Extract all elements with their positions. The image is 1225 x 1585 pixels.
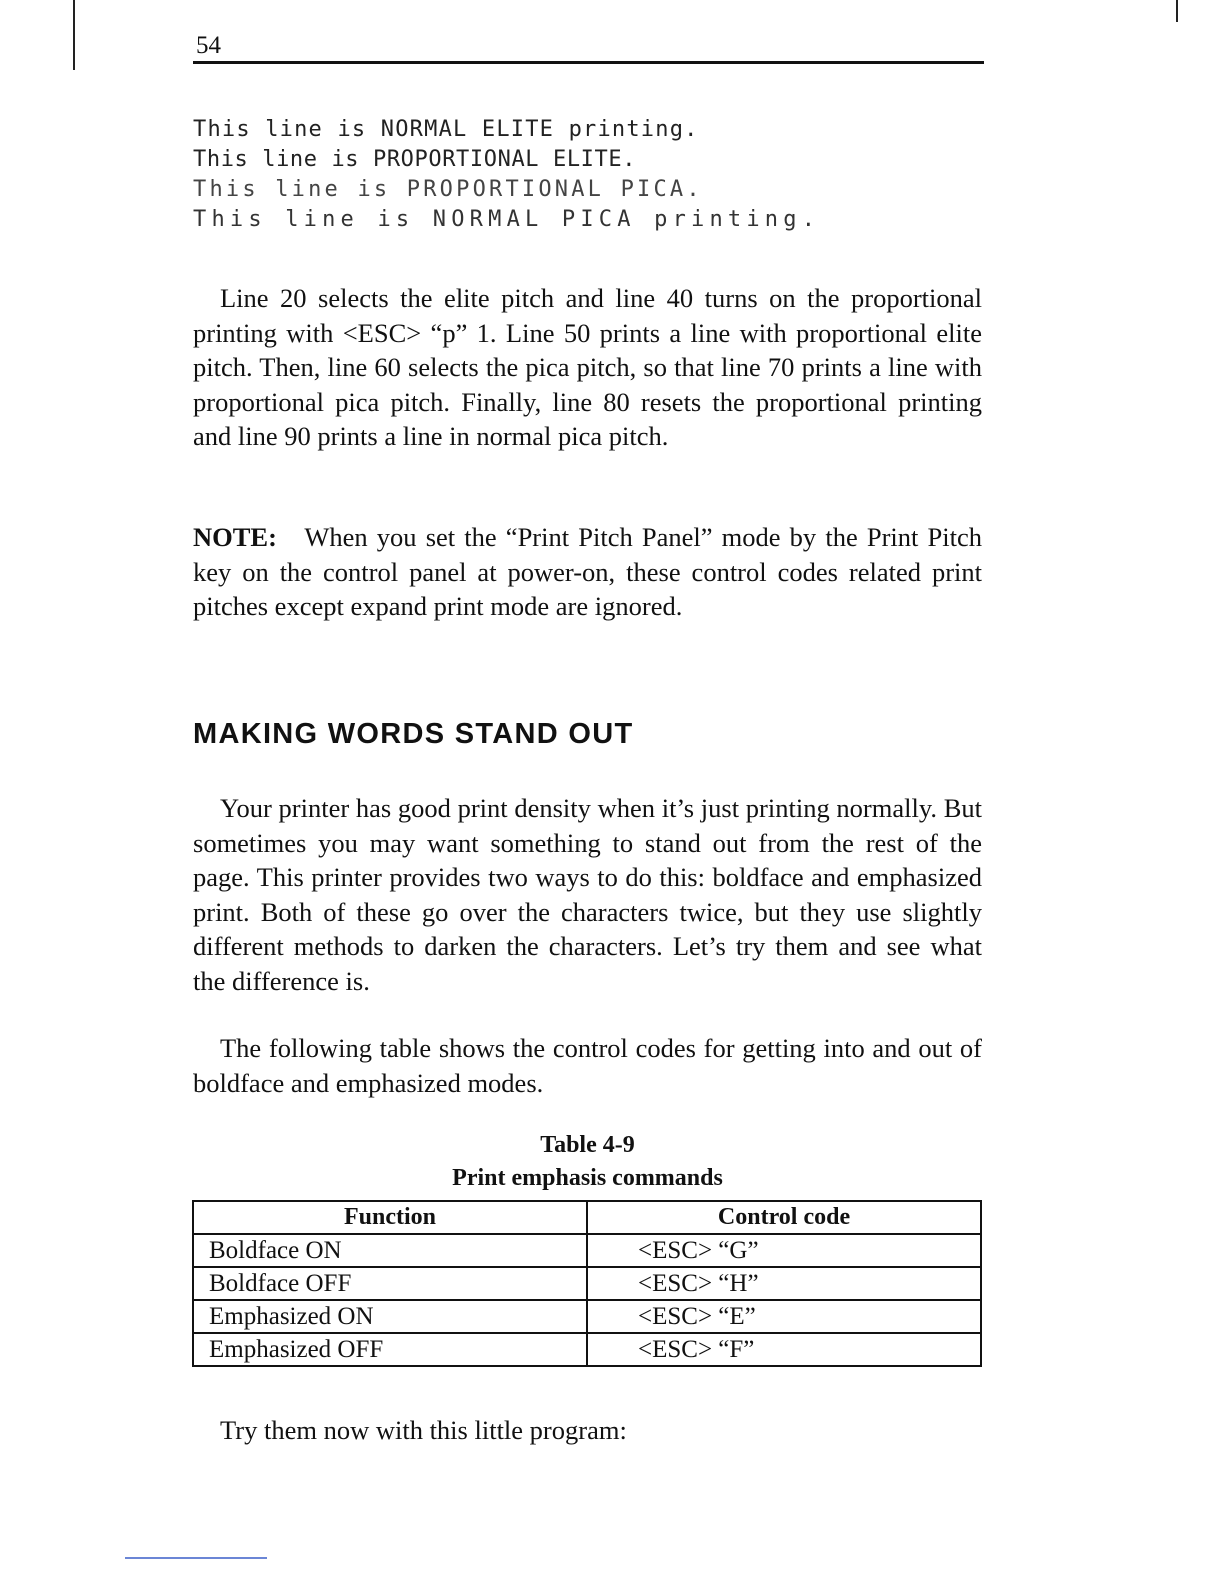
- header-rule: [193, 61, 984, 64]
- paragraph-table-intro: The following table shows the control codes for getting into and out of boldface and emphasized modes.: [193, 1033, 982, 1098]
- table-row: [193, 1333, 981, 1366]
- note-label: NOTE:: [193, 522, 277, 552]
- function-cell: Boldface OFF: [193, 1267, 587, 1300]
- closing-line: Try them now with this little program:: [220, 1415, 627, 1445]
- left-margin-mark: [73, 0, 75, 70]
- printout-line-normal-pica: This line is NORMAL PICA printing.: [193, 207, 821, 232]
- function-cell: Emphasized ON: [193, 1300, 587, 1333]
- printout-line-proportional-elite: This line is PROPORTIONAL ELITE.: [193, 147, 637, 172]
- table-row: [193, 1300, 981, 1333]
- printout-line-normal-elite: This line is NORMAL ELITE printing.: [193, 117, 699, 142]
- table-number: Table 4-9: [540, 1132, 635, 1158]
- printout-sample: [193, 115, 993, 235]
- control-code-cell: <ESC> “E”: [587, 1300, 981, 1333]
- control-code-cell: <ESC> “H”: [587, 1267, 981, 1300]
- note-paragraph: [193, 520, 982, 624]
- right-margin-mark: [1176, 0, 1178, 22]
- printout-line-proportional-pica: This line is PROPORTIONAL PICA.: [193, 177, 703, 202]
- function-cell: Emphasized OFF: [193, 1333, 587, 1366]
- column-header-control-code: Control code: [587, 1201, 981, 1234]
- function-cell: Boldface ON: [193, 1234, 587, 1267]
- page-number: 54: [196, 32, 221, 59]
- table-row: [193, 1234, 981, 1267]
- control-code-cell: <ESC> “F”: [587, 1333, 981, 1366]
- control-code-cell: <ESC> “G”: [587, 1234, 981, 1267]
- print-emphasis-table: [192, 1200, 982, 1367]
- table-row: [193, 1267, 981, 1300]
- column-header-function: Function: [193, 1201, 587, 1234]
- note-text: When you set the “Print Pitch Panel” mode by the Print Pitch key on the control panel at power-on, these control codes related print pitches except expand print mode are ignored.: [193, 522, 983, 621]
- paragraph-print-density: Your printer has good print density when it’s just printing normally. But sometimes you may want something to stand out from the rest of the page. This printer provides two ways to do this: boldface and emphasized print. Both of these go over the characters twice, but they use slightly different methods to darken the characters. Let’s try them and see what the difference is.: [193, 793, 982, 996]
- table-header-row: [193, 1201, 981, 1234]
- bottom-underline-mark: [125, 1557, 267, 1559]
- table-caption: Print emphasis commands: [452, 1165, 723, 1191]
- section-heading: MAKING WORDS STAND OUT: [193, 718, 634, 750]
- paragraph-pitch-explanation: Line 20 selects the elite pitch and line 40 turns on the proportional printing with <ESC> “p” 1. Line 50 prints a line with proportional elite pitch. Then, line 60 selects the pica pitch, so that line 70 prints a line with proportional pica pitch. Finally, line 80 resets the proportional printing and line 90 prints a line in normal pica pitch.: [193, 283, 982, 451]
